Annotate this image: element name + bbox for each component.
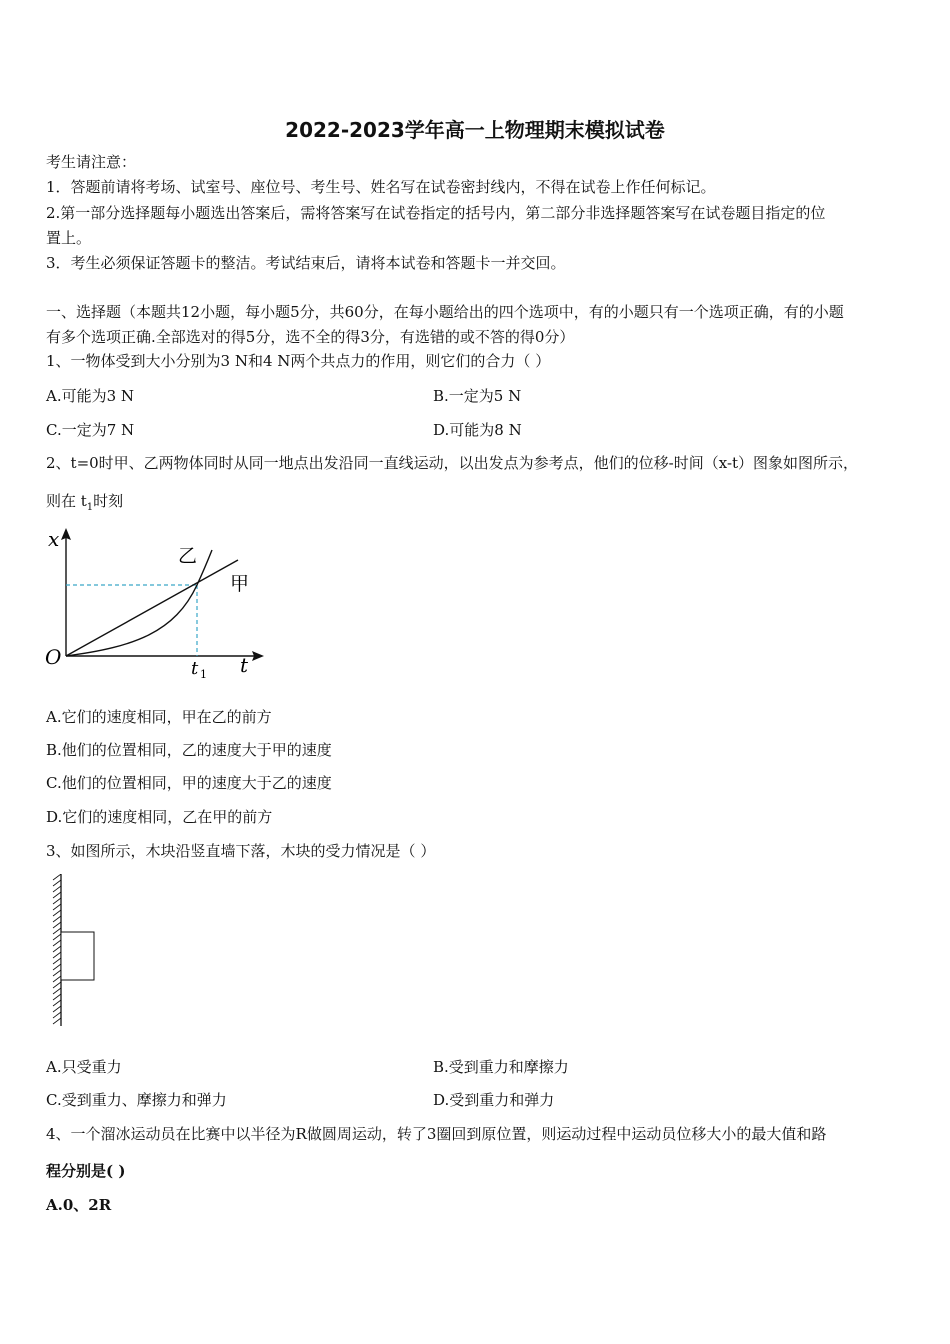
q1-option-a: A.可能为3 N [46, 387, 135, 405]
x-axis-label: t [240, 653, 249, 677]
q3-wall-block-figure [50, 874, 110, 1030]
section-heading-line1: 一、选择题（本题共12小题，每小题5分，共60分，在每小题给出的四个选项中，有的小题只有一个选项正确，有的小题 [46, 303, 844, 321]
exam-title: 2022-2023学年高一上物理期末模拟试卷 [285, 118, 665, 142]
notice-item-3: 3．考生必须保证答题卡的整洁。考试结束后，请将本试卷和答题卡一并交回。 [46, 254, 566, 272]
notice-item-1: 1．答题前请将考场、试室号、座位号、考生号、姓名写在试卷密封线内，不得在试卷上作任何标记。 [46, 178, 716, 196]
q2-stem-line2-post: 时刻 [93, 492, 124, 510]
y-axis-label: x [48, 527, 60, 551]
q2-option-a: A.它们的速度相同，甲在乙的前方 [46, 708, 272, 726]
q2-stem-t1-subscript: 1 [86, 502, 94, 513]
q2-stem-line1: 2、t=0时甲、乙两物体同时从同一地点出发沿同一直线运动，以出发点为参考点，他们的位移-时间（x-t）图象如图所示， [46, 454, 859, 472]
q2-option-c: C.他们的位置相同，甲的速度大于乙的速度 [46, 774, 332, 792]
wooden-block [61, 932, 94, 980]
q4-stem-line2: 程分别是( ) [46, 1162, 126, 1180]
q1-stem: 1、一物体受到大小分别为3 N和4 N两个共点力的作用，则它们的合力（ ） [46, 352, 551, 370]
q2-option-b: B.他们的位置相同，乙的速度大于甲的速度 [46, 741, 332, 759]
q1-option-c: C.一定为7 N [46, 421, 135, 439]
notice-item-2-cont: 置上。 [46, 229, 92, 247]
q2-xt-graph [40, 522, 280, 687]
q2-stem-line2 [46, 491, 906, 518]
q3-option-c: C.受到重力、摩擦力和弹力 [46, 1091, 227, 1109]
t1-label: t [191, 658, 199, 679]
q3-option-b: B.受到重力和摩擦力 [433, 1058, 569, 1076]
section-heading-line2: 有多个选项正确.全部选对的得5分，选不全的得3分，有选错的或不答的得0分） [46, 328, 575, 346]
q2-stem-line2-pre: 则在 t [46, 492, 87, 510]
t1-subscript: 1 [200, 668, 207, 681]
notice-heading: 考生请注意： [46, 153, 137, 171]
q4-option-a: A.0、2R [46, 1196, 112, 1214]
jia-line-label: 甲 [230, 573, 250, 595]
origin-label: O [45, 645, 62, 669]
q1-option-d: D.可能为8 N [433, 421, 522, 439]
q3-stem: 3、如图所示，木块沿竖直墙下落，木块的受力情况是（ ） [46, 842, 436, 860]
q2-option-d: D.它们的速度相同，乙在甲的前方 [46, 808, 273, 826]
yi-curve-label: 乙 [178, 545, 198, 567]
notice-item-2: 2.第一部分选择题每小题选出答案后，需将答案写在试卷指定的括号内，第二部分非选择题答案写在试卷题目指定的位 [46, 204, 826, 222]
q4-stem-line1: 4、一个溜冰运动员在比赛中以半径为R做圆周运动，转了3圈回到原位置，则运动过程中运动员位移大小的最大值和路 [46, 1125, 827, 1143]
jia-line [66, 560, 238, 656]
q1-option-b: B.一定为5 N [433, 387, 522, 405]
wall-hatching [53, 874, 61, 1024]
q3-option-a: A.只受重力 [46, 1058, 122, 1076]
q3-option-d: D.受到重力和弹力 [433, 1091, 555, 1109]
